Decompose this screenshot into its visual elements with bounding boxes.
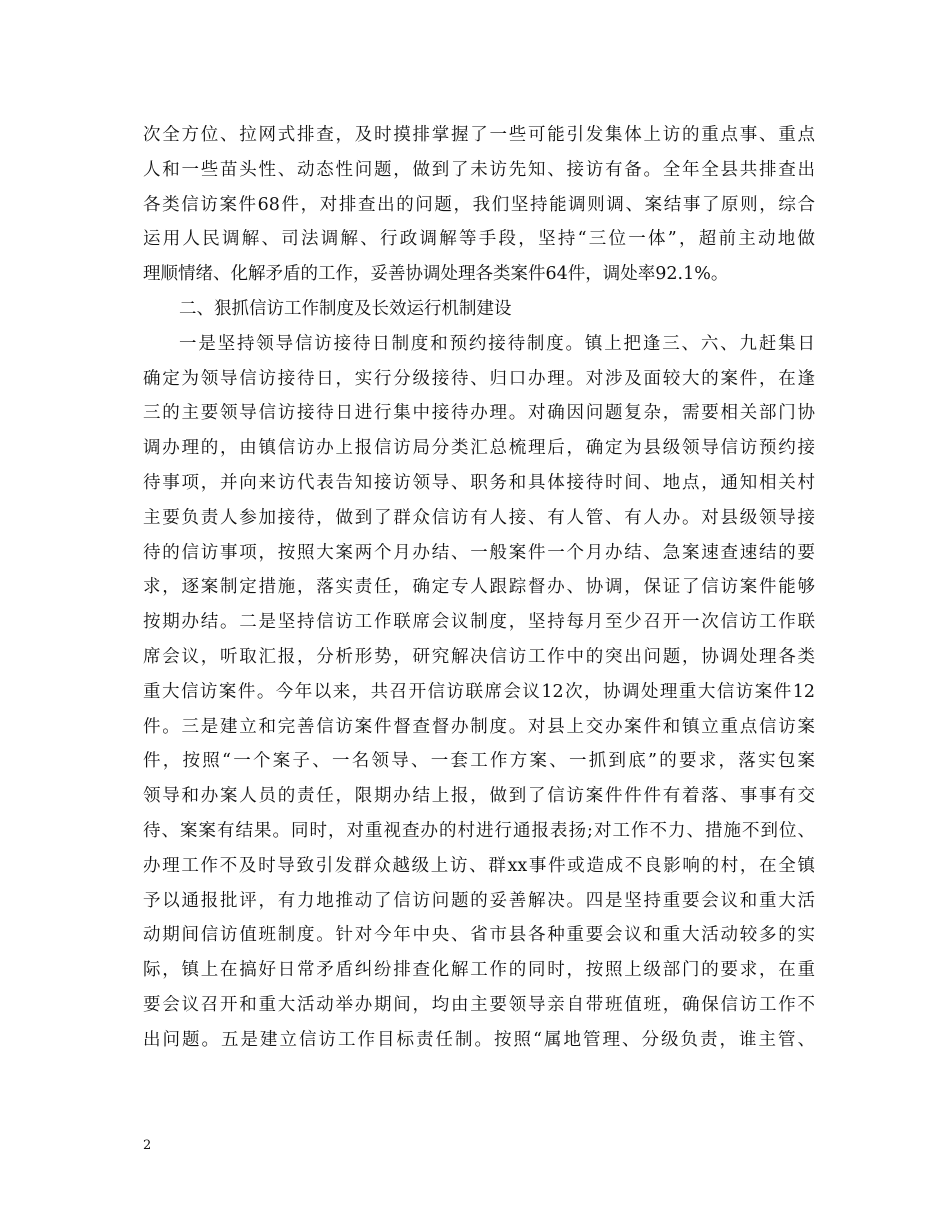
text-line: 办理工作不及时导致引发群众越级上访、群xx事件或造成不良影响的村，在全镇 (143, 855, 815, 876)
text-line: 席会议，听取汇报，分析形势，研究解决信访工作中的突出问题，协调处理各类 (143, 646, 815, 667)
text-line: 三的主要领导信访接待日进行集中接待办理。对确因问题复杂，需要相关部门协 (143, 403, 815, 424)
text-line: 动期间信访值班制度。针对今年中央、省市县各种重要会议和重大活动较多的实 (143, 925, 815, 946)
text-line: 一是坚持领导信访接待日制度和预约接待制度。镇上把逢三、六、九赶集日 (179, 333, 815, 354)
text-line: 理顺情绪、化解矛盾的工作，妥善协调处理各类案件64件，调处率92.1%。 (143, 264, 729, 285)
text-line: 求，逐案制定措施，落实责任，确定专人跟踪督办、协调，保证了信访案件能够 (143, 577, 815, 598)
text-line: 予以通报批评，有力地推动了信访问题的妥善解决。四是坚持重要会议和重大活 (143, 890, 815, 911)
text-line: 运用人民调解、司法调解、行政调解等手段，坚持“三位一体”，超前主动地做 (143, 229, 815, 250)
text-line: 件，按照“一个案子、一名领导、一套工作方案、一抓到底”的要求，落实包案 (143, 751, 815, 772)
text-line: 要会议召开和重大活动举办期间，均由主要领导亲自带班值班，确保信访工作不 (143, 994, 815, 1015)
text-line: 按期办结。二是坚持信访工作联席会议制度，坚持每月至少召开一次信访工作联 (143, 612, 815, 633)
document-body (143, 118, 815, 1058)
text-line: 二、狠抓信访工作制度及长效运行机制建设 (179, 298, 512, 319)
text-line: 领导和办案人员的责任，限期办结上报，做到了信访案件件件有着落、事事有交 (143, 786, 815, 807)
text-line: 待事项，并向来访代表告知接访领导、职务和具体接待时间、地点，通知相关村 (143, 472, 815, 493)
text-line: 待的信访事项，按照大案两个月办结、一般案件一个月办结、急案速查速结的要 (143, 542, 815, 563)
text-line: 际，镇上在搞好日常矛盾纠纷排查化解工作的同时，按照上级部门的要求，在重 (143, 960, 815, 981)
text-line: 待、案案有结果。同时，对重视查办的村进行通报表扬;对工作不力、措施不到位、 (143, 820, 815, 841)
text-line: 出问题。五是建立信访工作目标责任制。按照“属地管理、分级负责，谁主管、 (143, 1029, 815, 1050)
text-line: 重大信访案件。今年以来，共召开信访联席会议12次，协调处理重大信访案件12 (143, 681, 815, 702)
text-line: 主要负责人参加接待，做到了群众信访有人接、有人管、有人办。对县级领导接 (143, 507, 815, 528)
text-line: 件。三是建立和完善信访案件督查督办制度。对县上交办案件和镇立重点信访案 (143, 716, 815, 737)
text-line: 次全方位、拉网式排查，及时摸排掌握了一些可能引发集体上访的重点事、重点 (143, 125, 815, 145)
text-line: 人和一些苗头性、动态性问题，做到了未访先知、接访有备。全年全县共排查出 (143, 159, 815, 180)
text-line: 确定为领导信访接待日，实行分级接待、归口办理。对涉及面较大的案件，在逢 (143, 368, 815, 389)
text-line: 各类信访案件68件，对排查出的问题，我们坚持能调则调、案结事了原则，综合 (143, 194, 815, 215)
text-line: 调办理的，由镇信访办上报信访局分类汇总梳理后，确定为县级领导信访预约接 (143, 438, 815, 459)
page-number: 2 (143, 1138, 152, 1153)
